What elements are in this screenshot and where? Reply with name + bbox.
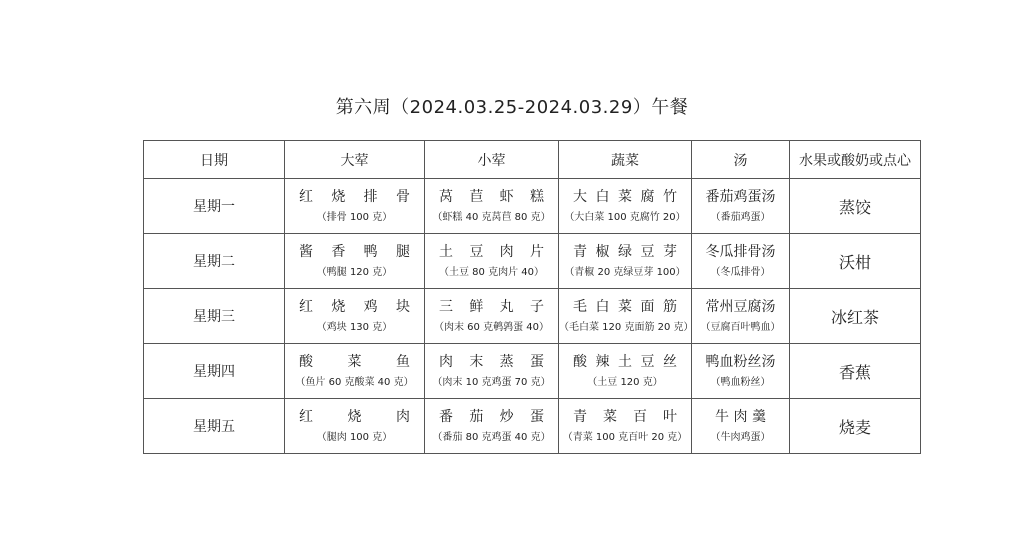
soup-cell [692, 289, 790, 344]
dish-detail: （土豆 120 克） [587, 377, 663, 388]
dish-name: 鸭血粉丝汤 [705, 354, 776, 370]
soup-cell [692, 234, 790, 289]
header-soup: 汤 [692, 141, 790, 179]
dish-detail: （豆腐百叶鸭血） [700, 322, 781, 333]
header-vegetable: 蔬菜 [559, 141, 692, 179]
vegetable-cell [559, 344, 692, 399]
dish-name: 红 烧 鸡 块 [299, 299, 410, 315]
dish-detail: （鱼片 60 克酸菜 40 克） [295, 377, 414, 388]
extra-cell: 蒸饺 [790, 179, 921, 234]
header-row [144, 141, 921, 179]
soup-cell [692, 344, 790, 399]
vegetable-cell [559, 179, 692, 234]
dish-name: 酸 菜 鱼 [299, 354, 410, 370]
side-dish-cell [425, 179, 559, 234]
extra-cell: 香蕉 [790, 344, 921, 399]
dish-name: 红 烧 排 骨 [299, 189, 410, 205]
table-row [144, 399, 921, 454]
dish-detail: （鸭血粉丝） [710, 377, 771, 388]
day-cell: 星期一 [144, 179, 285, 234]
dish-detail: （青菜 100 克百叶 20 克） [562, 432, 688, 443]
dish-detail: （排骨 100 克） [316, 212, 393, 223]
main-dish-cell [285, 289, 425, 344]
extra-cell: 冰红茶 [790, 289, 921, 344]
lunch-menu-table [143, 140, 921, 454]
table-row [144, 179, 921, 234]
day-cell: 星期二 [144, 234, 285, 289]
dish-name: 牛 肉 羹 [715, 409, 766, 425]
main-dish-cell [285, 399, 425, 454]
dish-detail: （鸡块 130 克） [316, 322, 393, 333]
dish-detail: （腿肉 100 克） [316, 432, 393, 443]
main-dish-cell [285, 344, 425, 399]
side-dish-cell [425, 234, 559, 289]
soup-cell [692, 179, 790, 234]
dish-name: 番 茄 炒 蛋 [439, 409, 544, 425]
page-title: 第六周（2024.03.25-2024.03.29）午餐 [335, 97, 689, 118]
dish-name: 红 烧 肉 [299, 409, 410, 425]
dish-detail: （毛白菜 120 克面筋 20 克） [559, 322, 694, 333]
day-cell: 星期三 [144, 289, 285, 344]
extra-cell: 烧麦 [790, 399, 921, 454]
dish-detail: （番茄 80 克鸡蛋 40 克） [432, 432, 551, 443]
main-dish-cell [285, 234, 425, 289]
side-dish-cell [425, 399, 559, 454]
main-dish-cell [285, 179, 425, 234]
dish-detail: （大白菜 100 克腐竹 20） [564, 212, 686, 223]
dish-name: 冬瓜排骨汤 [705, 244, 776, 260]
dish-name: 青椒绿豆芽 [573, 244, 677, 260]
dish-name: 毛白菜面筋 [573, 299, 677, 315]
dish-detail: （肉末 60 克鹌鹑蛋 40） [434, 322, 549, 333]
dish-name: 番茄鸡蛋汤 [705, 189, 776, 205]
header-extra: 水果或酸奶或点心 [790, 141, 921, 179]
dish-detail: （肉末 10 克鸡蛋 70 克） [432, 377, 551, 388]
dish-name: 土 豆 肉 片 [439, 244, 544, 260]
table-row [144, 289, 921, 344]
side-dish-cell [425, 344, 559, 399]
dish-detail: （番茄鸡蛋） [710, 212, 771, 223]
dish-detail: （鸭腿 120 克） [316, 267, 393, 278]
side-dish-cell [425, 289, 559, 344]
table-row [144, 344, 921, 399]
dish-name: 酸辣土豆丝 [573, 354, 677, 370]
table-row [144, 234, 921, 289]
day-cell: 星期五 [144, 399, 285, 454]
dish-detail: （冬瓜排骨） [710, 267, 771, 278]
extra-cell: 沃柑 [790, 234, 921, 289]
dish-name: 莴 苣 虾 糕 [439, 189, 544, 205]
header-day: 日期 [144, 141, 285, 179]
vegetable-cell [559, 234, 692, 289]
dish-detail: （土豆 80 克肉片 40） [439, 267, 544, 278]
vegetable-cell [559, 289, 692, 344]
dish-detail: （青椒 20 克绿豆芽 100） [564, 267, 686, 278]
header-main-dish: 大荤 [285, 141, 425, 179]
dish-detail: （牛肉鸡蛋） [710, 432, 771, 443]
dish-name: 肉 末 蒸 蛋 [439, 354, 544, 370]
soup-cell [692, 399, 790, 454]
dish-name: 大白菜腐竹 [573, 189, 677, 205]
dish-name: 酱 香 鸭 腿 [299, 244, 410, 260]
dish-name: 常州豆腐汤 [705, 299, 776, 315]
dish-detail: （虾糕 40 克莴苣 80 克） [432, 212, 551, 223]
header-side-dish: 小荤 [425, 141, 559, 179]
dish-name: 三 鲜 丸 子 [439, 299, 544, 315]
dish-name: 青 菜 百 叶 [573, 409, 677, 425]
vegetable-cell [559, 399, 692, 454]
day-cell: 星期四 [144, 344, 285, 399]
